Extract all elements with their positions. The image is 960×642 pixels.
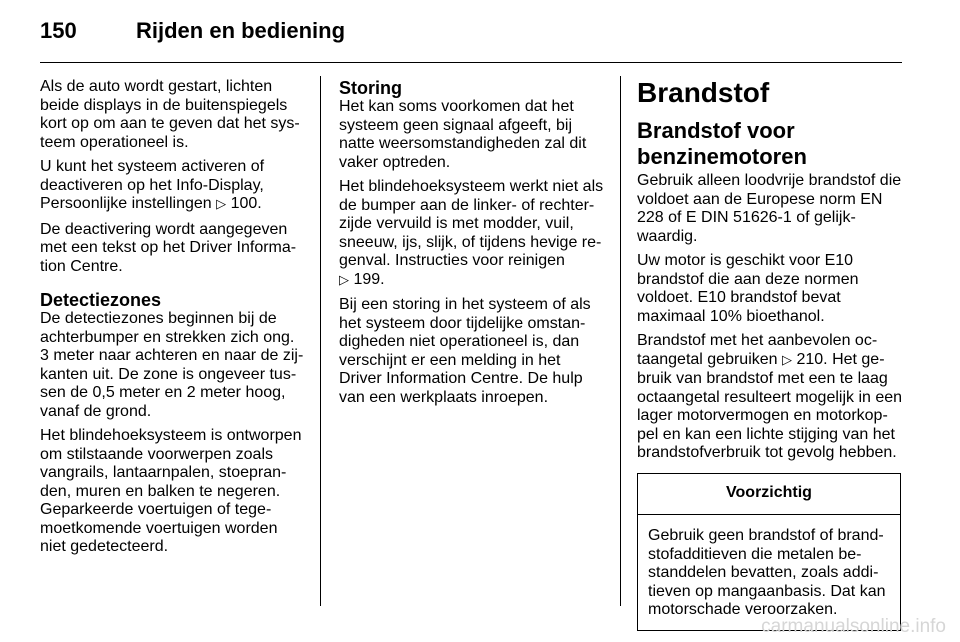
page-number: 150 bbox=[40, 18, 77, 43]
caution-box bbox=[637, 473, 901, 631]
column-divider bbox=[320, 76, 321, 606]
column-right bbox=[637, 78, 903, 631]
watermark: carmanualsonline.info bbox=[761, 616, 946, 637]
page-reference-arrow-icon: ▷ bbox=[339, 272, 349, 288]
column-middle bbox=[339, 78, 607, 413]
paragraph: Bij een storing in het systeem of als het systeem door tijdelijke omstandigheden niet operationeel is, dan verschijnt er een melding in het Driver Information Centre. De hulp van een werkplaats inroepen. bbox=[339, 296, 591, 406]
paragraph: Gebruik alleen loodvrije brandstof die voldoet aan de Europese norm EN 228 of E DIN 51626-1 of gelijkwaardig. bbox=[637, 172, 902, 245]
paragraph: Uw motor is geschikt voor E10 brandstof die aan deze normen voldoet. E10 brandstof bevat maximaal 10% bioethanol. bbox=[637, 252, 859, 325]
page-reference[interactable]: 199. bbox=[353, 270, 385, 288]
paragraph: De deactivering wordt aangegeven met een tekst op het Driver Information Centre. bbox=[40, 220, 297, 275]
paragraph: De detectiezones beginnen bij de achterbumper en strekken zich ong. 3 meter naar achteren en naar de zijkanten uit. De zone is ongeveer tussen de 0,5 meter en 2 meter hoog, vanaf de grond. bbox=[40, 310, 304, 420]
paragraph: Het blindehoeksysteem werkt niet als de bumper aan de linker- of rechterzijde vervuild is met modder, vuil, sneeuw, ijs, slijk, of tijdens hevige regenval. Instructies voor reinigen ▷ 199. bbox=[339, 178, 604, 288]
column-divider bbox=[620, 76, 621, 606]
subheading-storing: Storing bbox=[339, 78, 402, 98]
caution-body: Gebruik geen brandstof of brandstofadditieven die metalen bestanddelen bevatten, zoals additieven op mangaanbasis. Dat kan motorschade veroorzaken. bbox=[648, 527, 886, 618]
subheading-detectiezones: Detectiezones bbox=[40, 290, 162, 310]
paragraph: U kunt het systeem activeren of deactiveren op het Info-Display, Persoonlijke instellingen ▷ 100. bbox=[40, 158, 265, 212]
section-title: Rijden en bediening bbox=[136, 18, 346, 43]
caution-title: Voorzichtig bbox=[638, 474, 900, 516]
paragraph: Als de auto wordt gestart, lichten beide displays in de buitenspiegels kort op om aan te geven dat het systeem operationeel is. bbox=[40, 78, 300, 151]
page-reference-arrow-icon: ▷ bbox=[216, 197, 227, 212]
page-reference[interactable]: 210. bbox=[796, 350, 828, 368]
paragraph: Het kan soms voorkomen dat het systeem geen signaal afgeeft, bij natte weersomstandigheden zal dit vaker optreden. bbox=[339, 98, 587, 171]
chapter-title: Brandstof bbox=[637, 77, 770, 108]
column-left bbox=[40, 78, 306, 563]
paragraph: Het blindehoeksysteem is ontworpen om stilstaande voorwerpen zoals vangrails, lantaarnpalen, stoepranden, muren en balken te negeren. Geparkeerde voertuigen of tegemoetkomende voertuigen worden niet gedetecteerd. bbox=[40, 427, 302, 555]
header-rule bbox=[40, 62, 902, 63]
page-reference[interactable]: 100. bbox=[230, 195, 262, 212]
paragraph: Brandstof met het aanbevolen octaangetal gebruiken ▷ 210. Het gebruik van brandstof met een te laag octaangetal resulteert mogelijk in een lager motorvermogen en motorkoppel en kan een lichte stijging van het brandstofverbruik tot gevolg hebben. bbox=[637, 332, 903, 461]
subheading-benzinemotoren: Brandstof voor benzinemotoren bbox=[637, 118, 807, 169]
page-reference-arrow-icon: ▷ bbox=[782, 352, 793, 368]
